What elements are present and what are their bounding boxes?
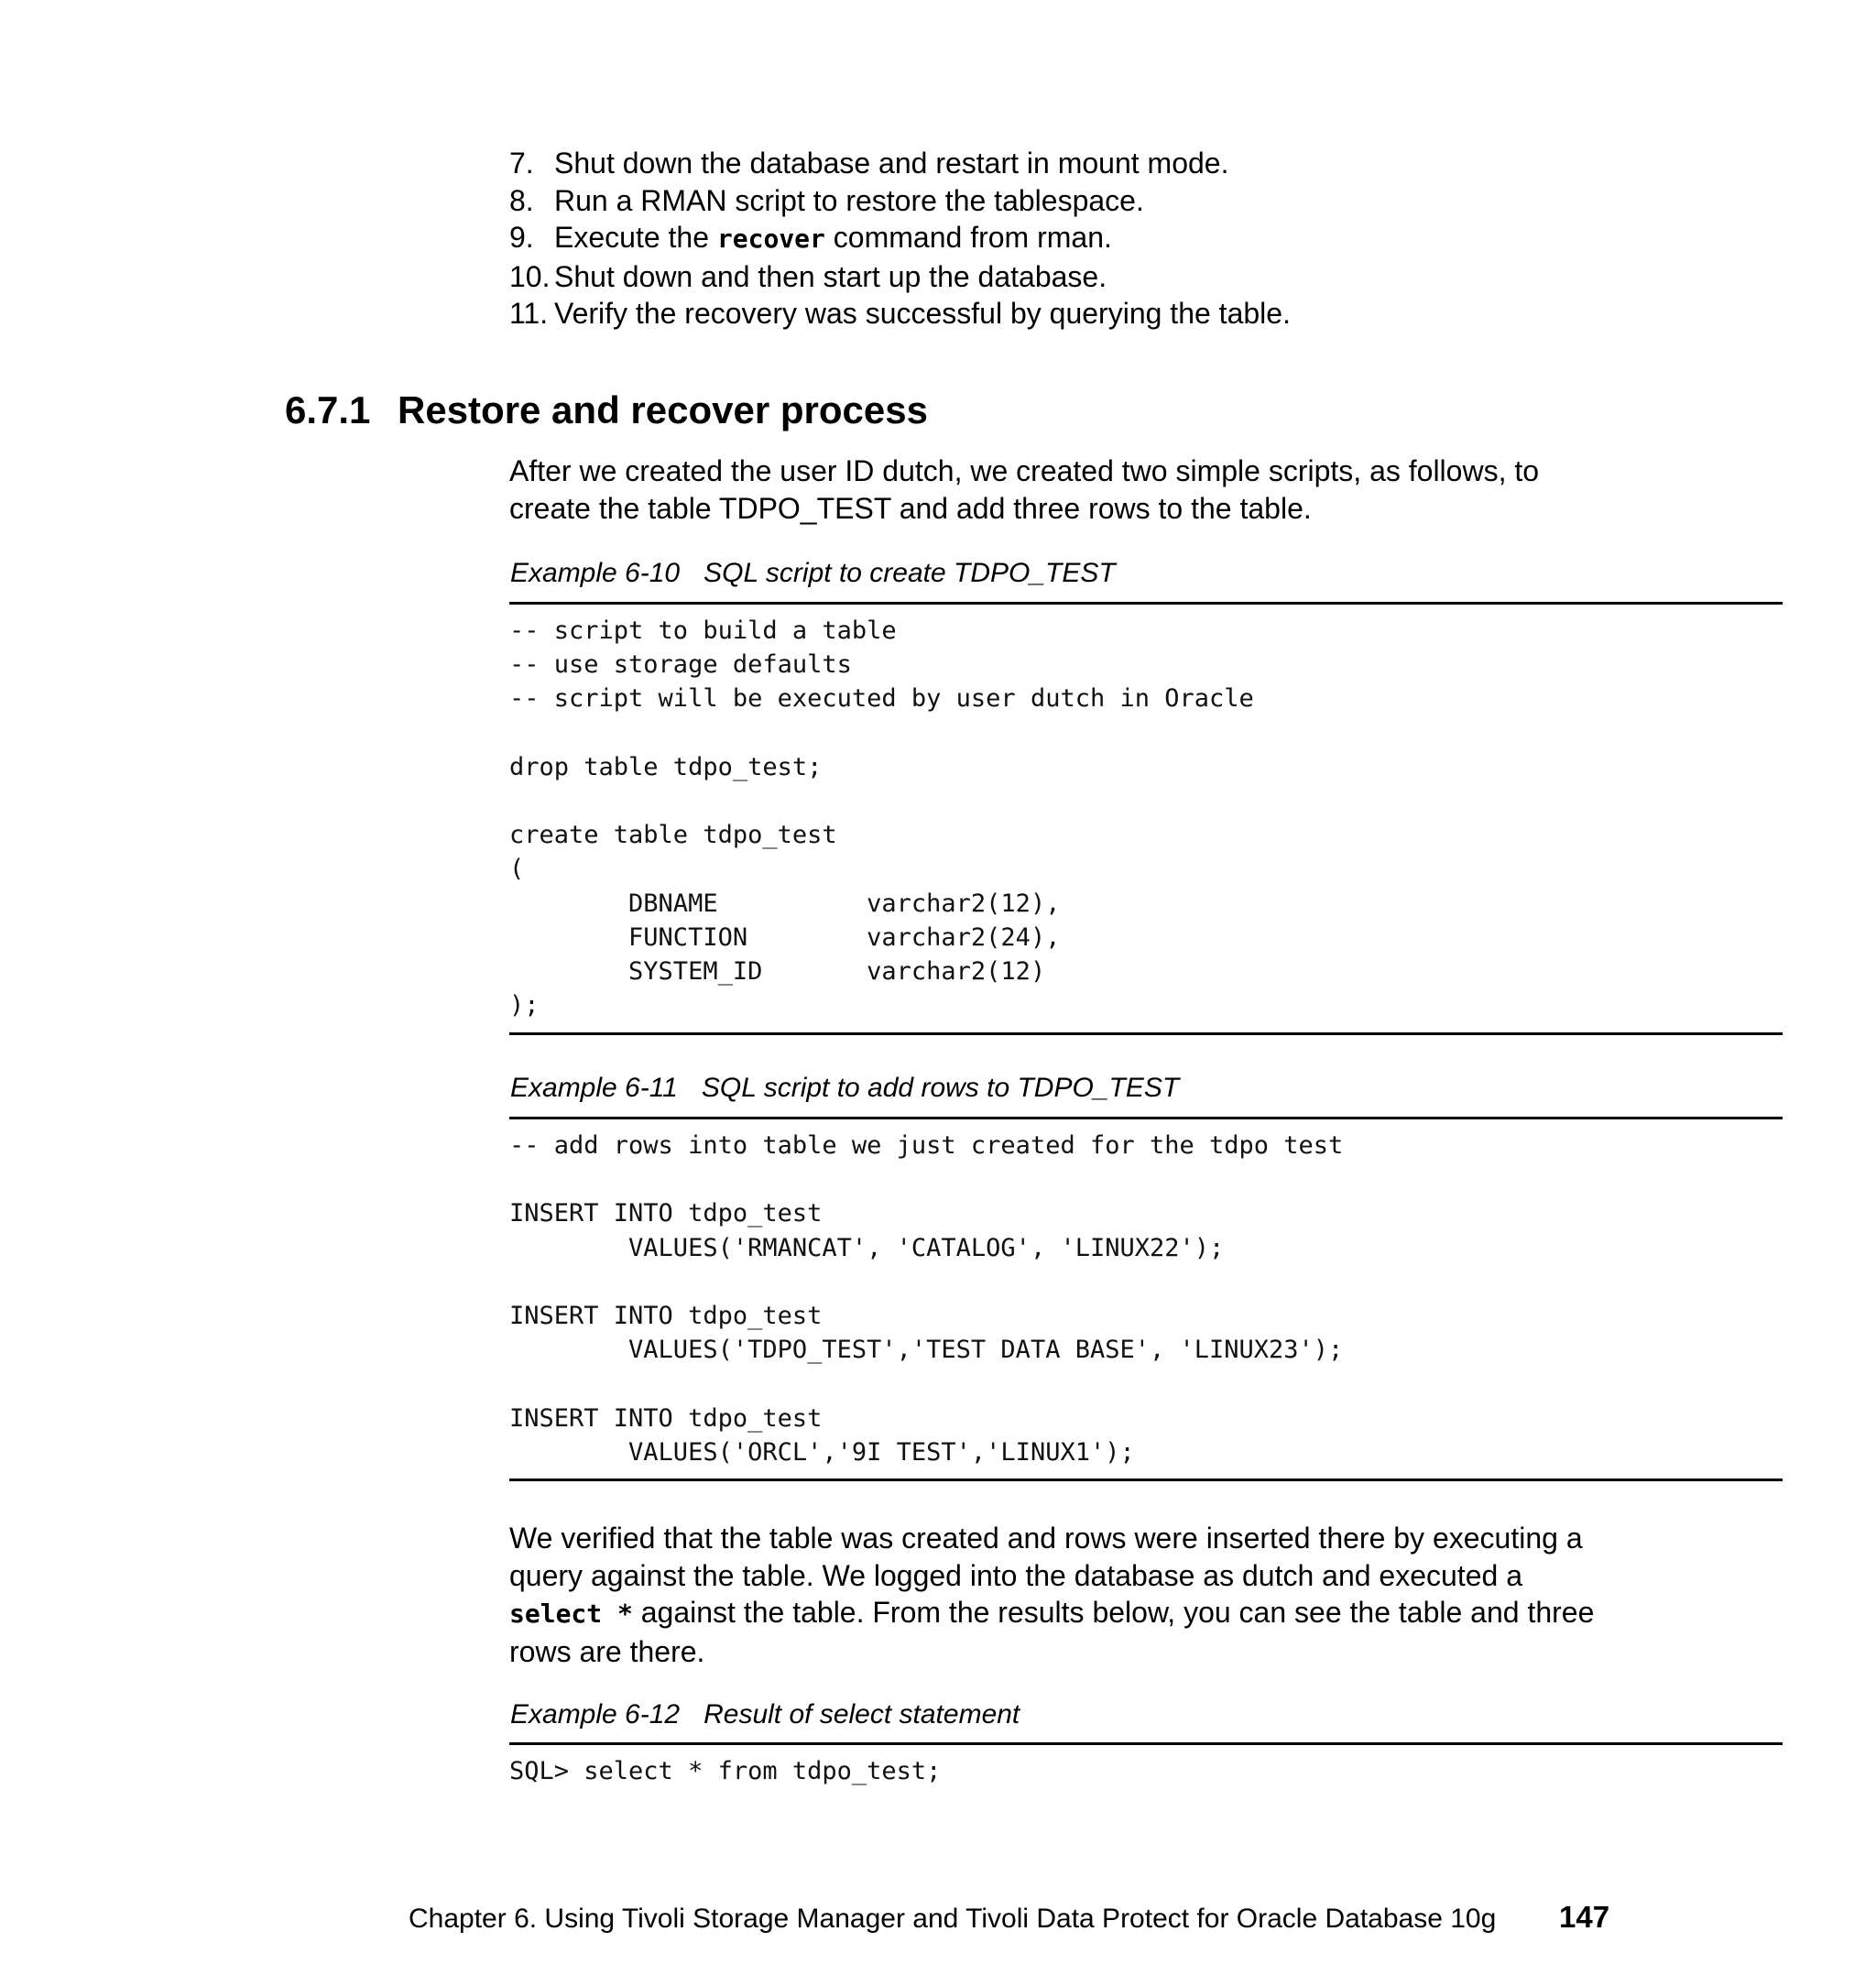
section-number: 6.7.1	[285, 388, 371, 431]
step-text: command from rman.	[824, 221, 1112, 254]
code-block-select: SQL> select * from tdpo_test;	[509, 1757, 942, 1785]
inline-code-recover: recover	[716, 224, 825, 254]
step-item	[509, 219, 1291, 258]
page-number: 147	[1559, 1900, 1610, 1934]
example-bottom-rule	[509, 1479, 1783, 1481]
example-title: SQL script to create TDPO_TEST	[704, 558, 1116, 588]
example-label: Example 6-11	[510, 1073, 678, 1103]
example-caption	[510, 1072, 1179, 1105]
step-text: Execute the	[554, 221, 717, 254]
section-title: Restore and recover process	[398, 388, 928, 431]
example-caption	[510, 1698, 1020, 1731]
inline-code-select: select *	[509, 1599, 633, 1629]
step-number: 11.	[509, 297, 549, 330]
example-title: Result of select statement	[704, 1699, 1020, 1730]
example-label: Example 6-10	[510, 558, 681, 588]
step-item	[509, 258, 1291, 296]
code-block-insert-rows: -- add rows into table we just created for the tdpo test INSERT INTO tdpo_test VALUES('RMANCAT', 'CATALOG', 'LINUX22'); INSERT INTO tdpo_test VALUES('TDPO_TEST','TEST DATA BASE', 'LINUX23'); INSERT INTO tdpo_test VALUES('ORCL','9I TEST','LINUX1');	[509, 1131, 1344, 1467]
numbered-step-list	[509, 145, 1291, 333]
step-number: 8.	[509, 183, 534, 217]
step-item	[509, 145, 1291, 182]
section-heading	[285, 387, 928, 434]
example-title: SQL script to add rows to TDPO_TEST	[701, 1073, 1180, 1103]
step-text: Verify the recovery was successful by querying the table.	[554, 297, 1291, 330]
step-item	[509, 182, 1291, 220]
step-text: Shut down and then start up the database.	[554, 259, 1107, 293]
verify-paragraph	[509, 1520, 1609, 1670]
step-item	[509, 295, 1291, 333]
step-text: Shut down the database and restart in mount mode.	[554, 147, 1229, 180]
example-caption	[510, 557, 1116, 590]
intro-paragraph: After we created the user ID dutch, we created two simple scripts, as follows, to create the table TDPO_TEST and add three rows to the table.	[509, 454, 1540, 525]
example-top-rule	[509, 1742, 1783, 1745]
verify-text: against the table. From the results below, you can see the table and three rows are there.	[509, 1596, 1595, 1668]
step-text: Run a RMAN script to restore the tablespace.	[554, 183, 1144, 217]
example-bottom-rule	[509, 1032, 1783, 1035]
step-number: 9.	[509, 221, 534, 254]
page-footer: Chapter 6. Using Tivoli Storage Manager and Tivoli Data Protect for Oracle Database 10g	[409, 1904, 1497, 1934]
step-number: 10.	[509, 259, 551, 293]
example-top-rule	[509, 602, 1783, 605]
example-label: Example 6-12	[510, 1699, 681, 1730]
example-top-rule	[509, 1117, 1783, 1119]
verify-text: We verified that the table was created and rows were inserted there by executing a query against the table. We logged into the database as dutch and executed a	[509, 1522, 1583, 1592]
step-number: 7.	[509, 147, 534, 180]
code-block-create-table: -- script to build a table -- use storage defaults -- script will be executed by user dutch in Oracle drop table tdpo_test; create table tdpo_test ( DBNAME varchar2(12), FUNCTION varchar2(24), SYSTEM_ID varchar2(12) );	[509, 617, 1254, 1020]
